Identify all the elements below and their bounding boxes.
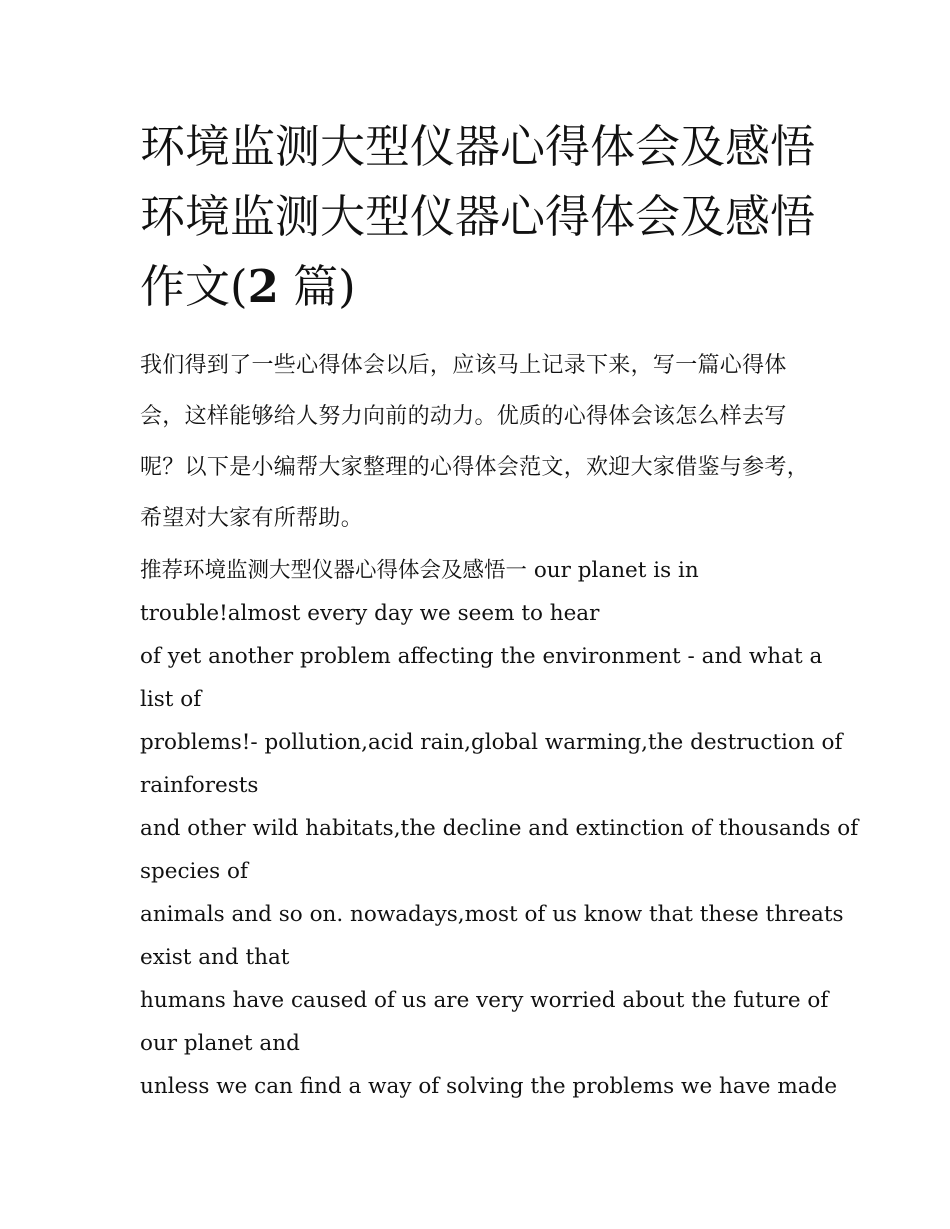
body-line: humans have caused of us are very worried about the future of (140, 988, 829, 1013)
title-text-suffix: 篇) (278, 260, 356, 313)
body-line: our planet and (140, 1031, 300, 1056)
body-line: exist and that (140, 945, 290, 970)
body-line: species of (140, 859, 248, 884)
body-line: unless we can find a way of solving the problems we have made (140, 1074, 838, 1099)
title-text-main: 环境监测大型仪器心得体会及感悟 环境监测大型仪器心得体会及感悟作文( (140, 120, 816, 313)
body-line: of yet another problem affecting the environment - and what a (140, 644, 823, 669)
document-page (140, 112, 859, 1108)
title-count-number: 2 (247, 260, 279, 313)
body-line: and other wild habitats,the decline and extinction of thousands of (140, 816, 859, 841)
body-line: problems!- pollution,acid rain,global warming,the destruction of (140, 730, 843, 755)
intro-paragraph: 我们得到了一些心得体会以后，应该马上记录下来，写一篇心得体会，这样能够给人努力向前的动力。优质的心得体会该怎么样去写呢？以下是小编帮大家整理的心得体会范文，欢迎大家借鉴与参考，希望对大家有所帮助。 (140, 353, 810, 531)
body-line: list of (140, 687, 202, 712)
body-line: 推荐环境监测大型仪器心得体会及感悟一 our planet is in (140, 558, 699, 583)
article-body (140, 549, 859, 1108)
body-line: animals and so on. nowadays,most of us know that these threats (140, 902, 844, 927)
body-line: rainforests (140, 773, 259, 798)
body-line: trouble!almost every day we seem to hear (140, 601, 600, 626)
document-title (140, 112, 820, 322)
